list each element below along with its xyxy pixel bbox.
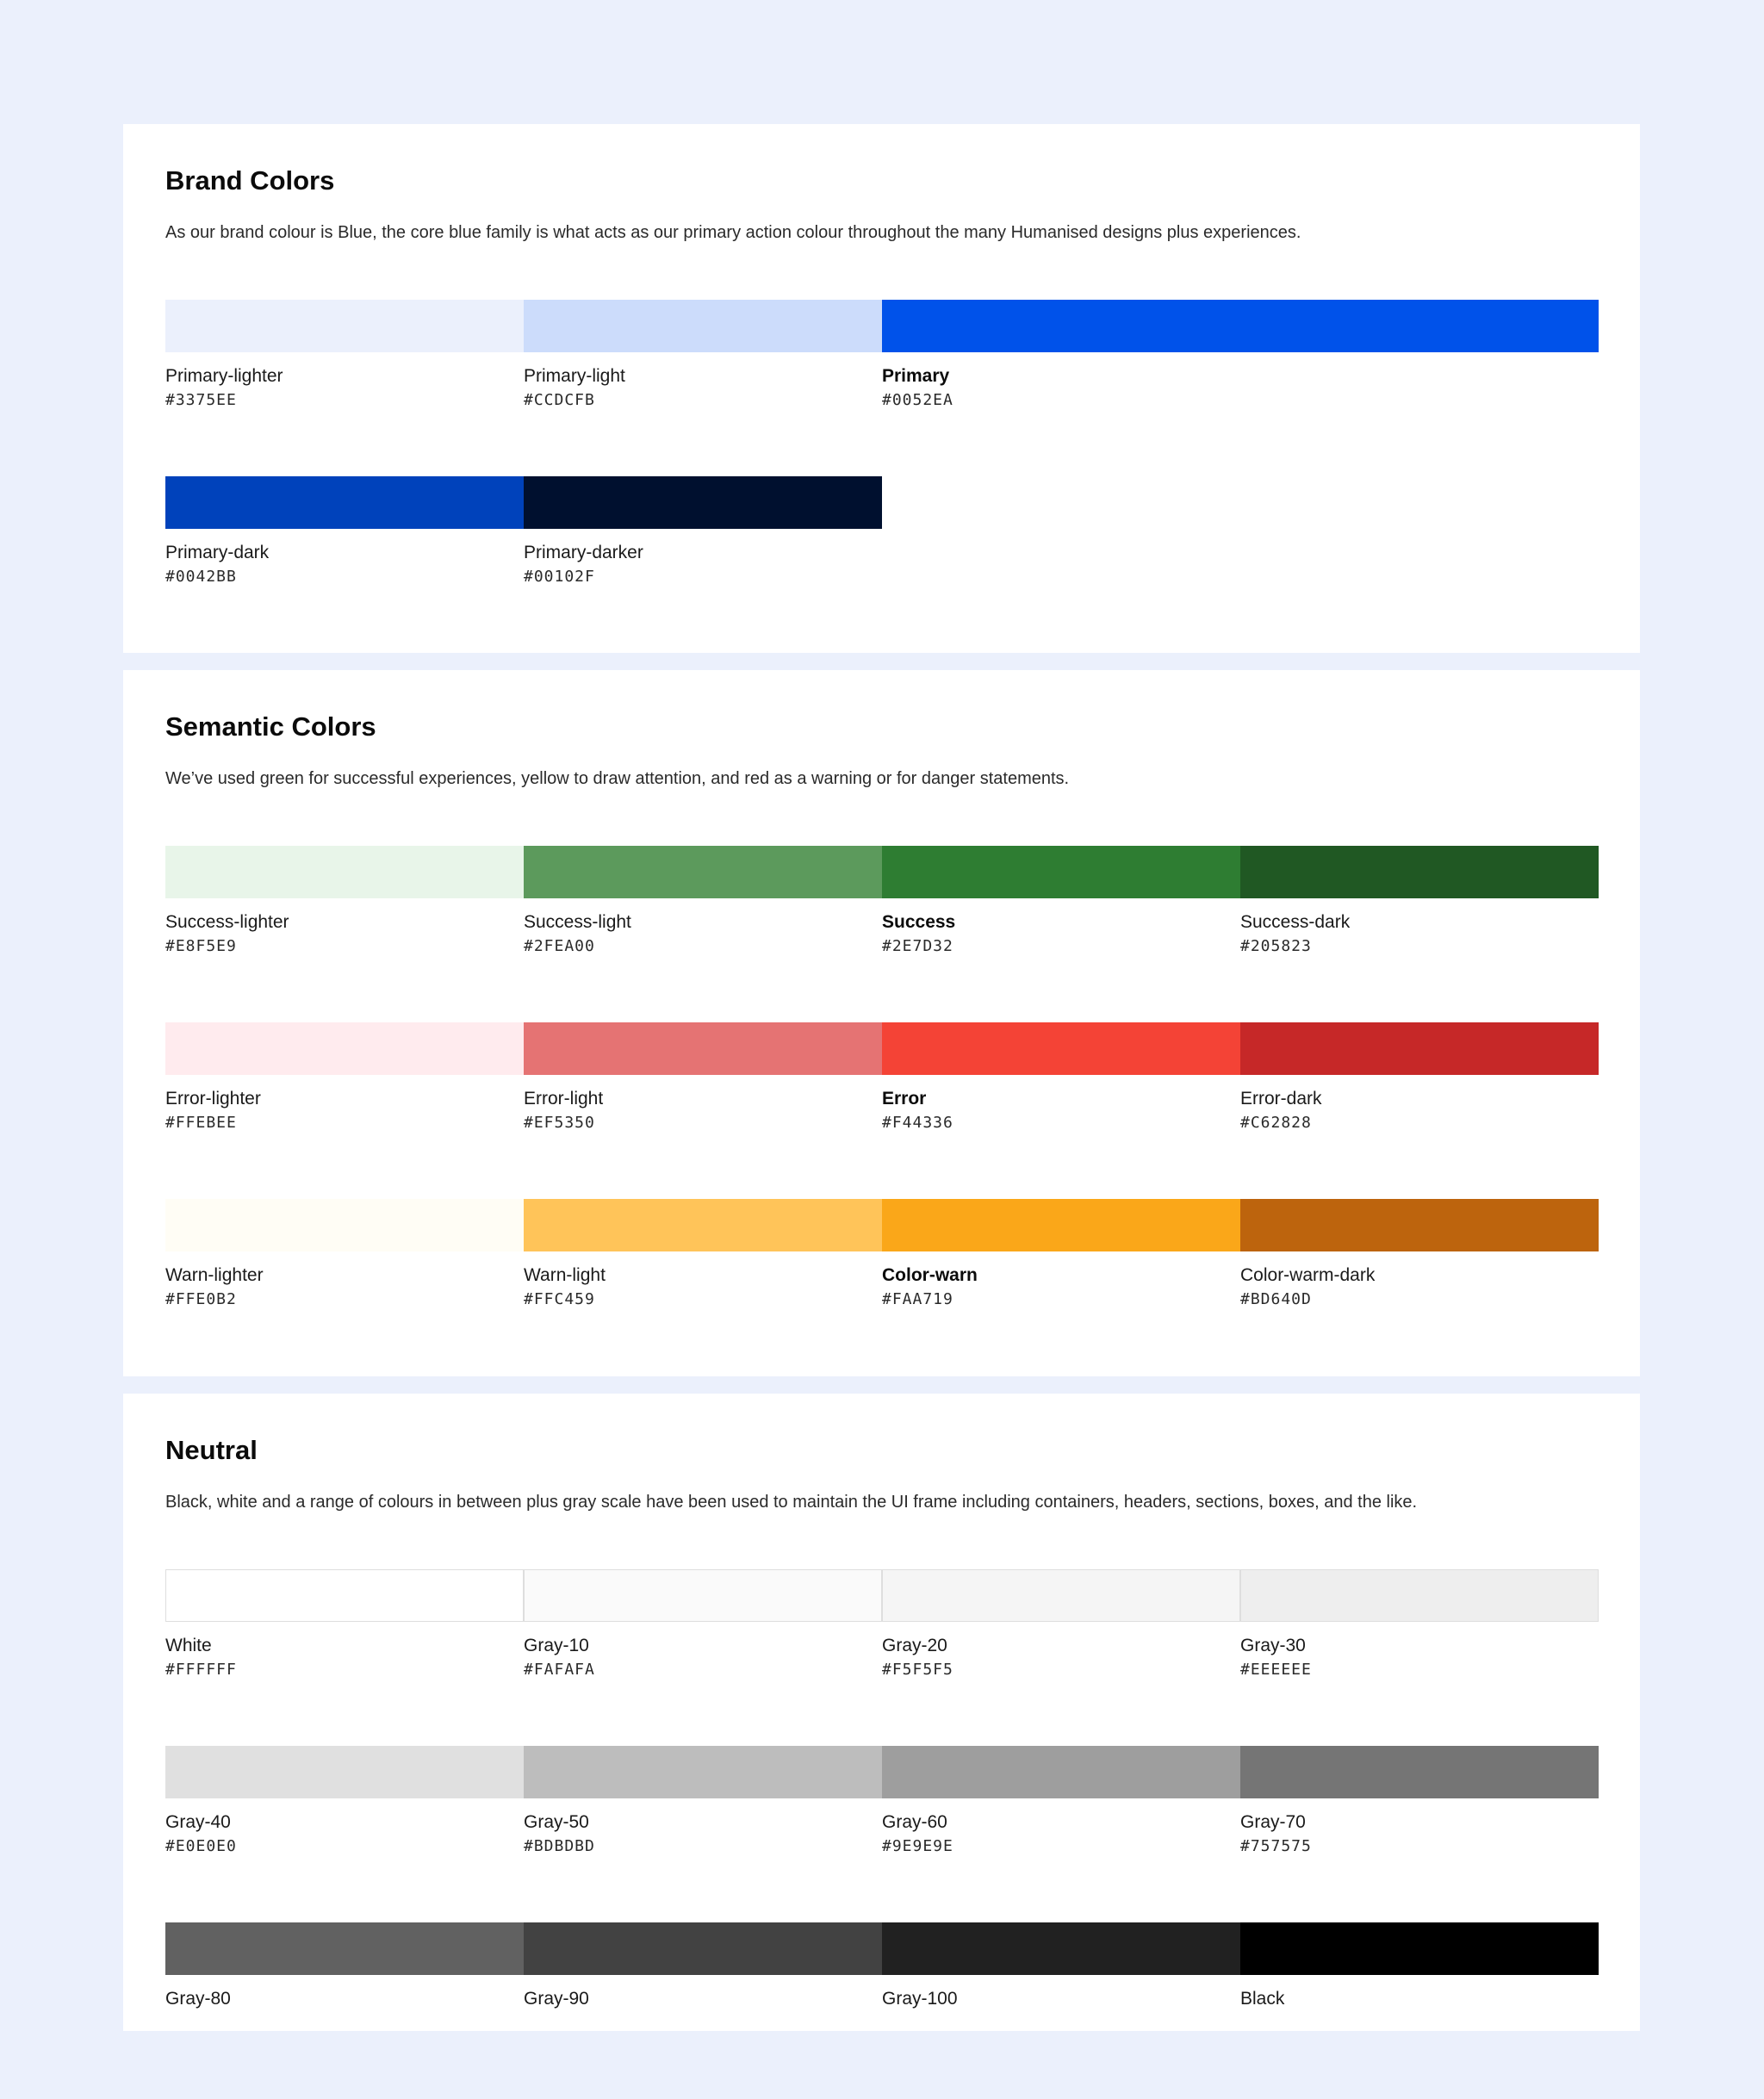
swatch-grid bbox=[165, 300, 1599, 653]
color-chip bbox=[1240, 846, 1599, 898]
color-chip bbox=[1240, 1022, 1599, 1075]
swatch-hex: #2FEA00 bbox=[524, 937, 595, 955]
swatch-name: Gray-50 bbox=[524, 1812, 589, 1832]
swatch-name: Black bbox=[1240, 1989, 1285, 2009]
swatch-hex: #CCDCFB bbox=[524, 391, 595, 409]
swatch-primary-dark[interactable] bbox=[165, 476, 524, 653]
swatch-error-lighter[interactable] bbox=[165, 1022, 524, 1199]
swatch-success-dark[interactable] bbox=[1240, 846, 1599, 1022]
swatch-name: Error-dark bbox=[1240, 1089, 1322, 1108]
swatch-success-light[interactable] bbox=[524, 846, 882, 1022]
swatch-primary[interactable] bbox=[882, 300, 1599, 476]
swatch-name: Success-light bbox=[524, 912, 631, 932]
swatch-gray-50[interactable] bbox=[524, 1746, 882, 1922]
swatch-hex: #FFE0B2 bbox=[165, 1290, 237, 1308]
swatch-name: Success bbox=[882, 912, 956, 932]
color-chip bbox=[1240, 1746, 1599, 1798]
color-chip bbox=[165, 1022, 524, 1075]
swatch-name: Color-warn bbox=[882, 1265, 978, 1285]
swatch-hex: #F5F5F5 bbox=[882, 1661, 953, 1679]
color-chip bbox=[165, 476, 524, 529]
color-chip bbox=[165, 1569, 524, 1622]
section-description: We’ve used green for successful experiences, yellow to draw attention, and red as a warning or for danger statements. bbox=[165, 769, 1070, 788]
swatch-name: Gray-40 bbox=[165, 1812, 231, 1832]
swatch-hex: #205823 bbox=[1240, 937, 1312, 955]
swatch-name: Primary-darker bbox=[524, 543, 643, 562]
swatch-primary-light[interactable] bbox=[524, 300, 882, 476]
swatch-row-light-grays bbox=[165, 1569, 1599, 1746]
color-chip bbox=[1240, 1569, 1599, 1622]
swatch-hex: #E8F5E9 bbox=[165, 937, 237, 955]
swatch-hex: #FFFFFF bbox=[165, 1661, 237, 1679]
color-chip bbox=[524, 1922, 882, 1975]
swatch-hex: #EF5350 bbox=[524, 1114, 595, 1132]
swatch-error-light[interactable] bbox=[524, 1022, 882, 1199]
swatch-hex: #FAA719 bbox=[882, 1290, 953, 1308]
swatch-color-warn[interactable] bbox=[882, 1199, 1240, 1376]
swatch-hex: #0052EA bbox=[882, 391, 953, 409]
color-chip bbox=[524, 846, 882, 898]
color-chip bbox=[1240, 1199, 1599, 1251]
neutral-colors-card bbox=[123, 1394, 1640, 2031]
swatch-name: Gray-10 bbox=[524, 1636, 589, 1655]
swatch-gray-60[interactable] bbox=[882, 1746, 1240, 1922]
swatch-hex: #9E9E9E bbox=[882, 1837, 953, 1855]
swatch-name: Color-warm-dark bbox=[1240, 1265, 1376, 1285]
swatch-color-warm-dark[interactable] bbox=[1240, 1199, 1599, 1376]
swatch-name: Error bbox=[882, 1089, 927, 1108]
swatch-primary-darker[interactable] bbox=[524, 476, 882, 653]
swatch-row-success bbox=[165, 846, 1599, 1022]
swatch-hex: #0042BB bbox=[165, 568, 237, 586]
swatch-name: White bbox=[165, 1636, 212, 1655]
swatch-hex: #EEEEEE bbox=[1240, 1661, 1312, 1679]
color-chip bbox=[882, 300, 1599, 352]
swatch-success[interactable] bbox=[882, 846, 1240, 1022]
brand-colors-card bbox=[123, 124, 1640, 653]
color-chip bbox=[524, 1022, 882, 1075]
swatch-hex: #757575 bbox=[1240, 1837, 1312, 1855]
swatch-row bbox=[165, 300, 1599, 476]
swatch-hex: #00102F bbox=[524, 568, 595, 586]
swatch-grid bbox=[165, 846, 1599, 1376]
swatch-name: Error-light bbox=[524, 1089, 604, 1108]
swatch-white[interactable] bbox=[165, 1569, 524, 1746]
swatch-warn-light[interactable] bbox=[524, 1199, 882, 1376]
color-chip bbox=[524, 300, 882, 352]
swatch-error-dark[interactable] bbox=[1240, 1022, 1599, 1199]
swatch-gray-10[interactable] bbox=[524, 1569, 882, 1746]
swatch-error[interactable] bbox=[882, 1022, 1240, 1199]
swatch-hex: #FAFAFA bbox=[524, 1661, 595, 1679]
section-title: Semantic Colors bbox=[165, 711, 376, 742]
swatch-hex: #E0E0E0 bbox=[165, 1837, 237, 1855]
color-chip bbox=[165, 1922, 524, 1975]
swatch-row bbox=[165, 476, 1599, 653]
swatch-name: Primary-light bbox=[524, 366, 625, 386]
color-chip bbox=[1240, 1922, 1599, 1975]
swatch-name: Primary-lighter bbox=[165, 366, 283, 386]
swatch-name: Gray-90 bbox=[524, 1989, 589, 2009]
swatch-name: Gray-20 bbox=[882, 1636, 947, 1655]
color-chip bbox=[165, 846, 524, 898]
swatch-row-warn bbox=[165, 1199, 1599, 1376]
swatch-hex: #3375EE bbox=[165, 391, 237, 409]
swatch-name: Gray-60 bbox=[882, 1812, 947, 1832]
swatch-row-mid-grays bbox=[165, 1746, 1599, 1922]
color-chip bbox=[882, 1022, 1240, 1075]
color-chip bbox=[165, 1746, 524, 1798]
swatch-name: Success-lighter bbox=[165, 912, 289, 932]
color-chip bbox=[524, 1746, 882, 1798]
swatch-hex: #BDBDBD bbox=[524, 1837, 595, 1855]
swatch-hex: #F44336 bbox=[882, 1114, 953, 1132]
color-chip bbox=[165, 300, 524, 352]
swatch-gray-70[interactable] bbox=[1240, 1746, 1599, 1922]
color-chip bbox=[882, 1922, 1240, 1975]
swatch-hex: #2E7D32 bbox=[882, 937, 953, 955]
swatch-name: Gray-70 bbox=[1240, 1812, 1306, 1832]
swatch-name: Gray-80 bbox=[165, 1989, 231, 2009]
color-chip bbox=[882, 1746, 1240, 1798]
color-chip bbox=[524, 1199, 882, 1251]
swatch-name: Gray-30 bbox=[1240, 1636, 1306, 1655]
section-description: Black, white and a range of colours in between plus gray scale have been used to maintain the UI frame including containers, headers, sections, boxes, and the like. bbox=[165, 1493, 1418, 1512]
swatch-warn-lighter[interactable] bbox=[165, 1199, 524, 1376]
swatch-name: Primary bbox=[882, 366, 950, 386]
swatch-name: Error-lighter bbox=[165, 1089, 261, 1108]
color-chip bbox=[524, 1569, 882, 1622]
color-chip bbox=[882, 846, 1240, 898]
color-chip bbox=[882, 1569, 1240, 1622]
swatch-gray-30[interactable] bbox=[1240, 1569, 1599, 1746]
swatch-name: Success-dark bbox=[1240, 912, 1351, 932]
swatch-grid bbox=[165, 1569, 1599, 2099]
swatch-name: Gray-100 bbox=[882, 1989, 958, 2009]
swatch-name: Primary-dark bbox=[165, 543, 270, 562]
swatch-hex: #FFC459 bbox=[524, 1290, 595, 1308]
swatch-success-lighter[interactable] bbox=[165, 846, 524, 1022]
swatch-name: Warn-light bbox=[524, 1265, 606, 1285]
swatch-row-error bbox=[165, 1022, 1599, 1199]
section-description: As our brand colour is Blue, the core blue family is what acts as our primary action colour throughout the many Humanised designs plus experiences. bbox=[165, 223, 1301, 242]
color-chip bbox=[524, 476, 882, 529]
swatch-gray-20[interactable] bbox=[882, 1569, 1240, 1746]
swatch-primary-lighter[interactable] bbox=[165, 300, 524, 476]
swatch-name: Warn-lighter bbox=[165, 1265, 264, 1285]
swatch-gray-40[interactable] bbox=[165, 1746, 524, 1922]
swatch-hex: #BD640D bbox=[1240, 1290, 1312, 1308]
color-chip bbox=[165, 1199, 524, 1251]
color-chip bbox=[882, 1199, 1240, 1251]
section-title: Brand Colors bbox=[165, 165, 335, 196]
swatch-hex: #C62828 bbox=[1240, 1114, 1312, 1132]
swatch-hex: #FFEBEE bbox=[165, 1114, 237, 1132]
section-title: Neutral bbox=[165, 1435, 258, 1465]
semantic-colors-card bbox=[123, 670, 1640, 1376]
